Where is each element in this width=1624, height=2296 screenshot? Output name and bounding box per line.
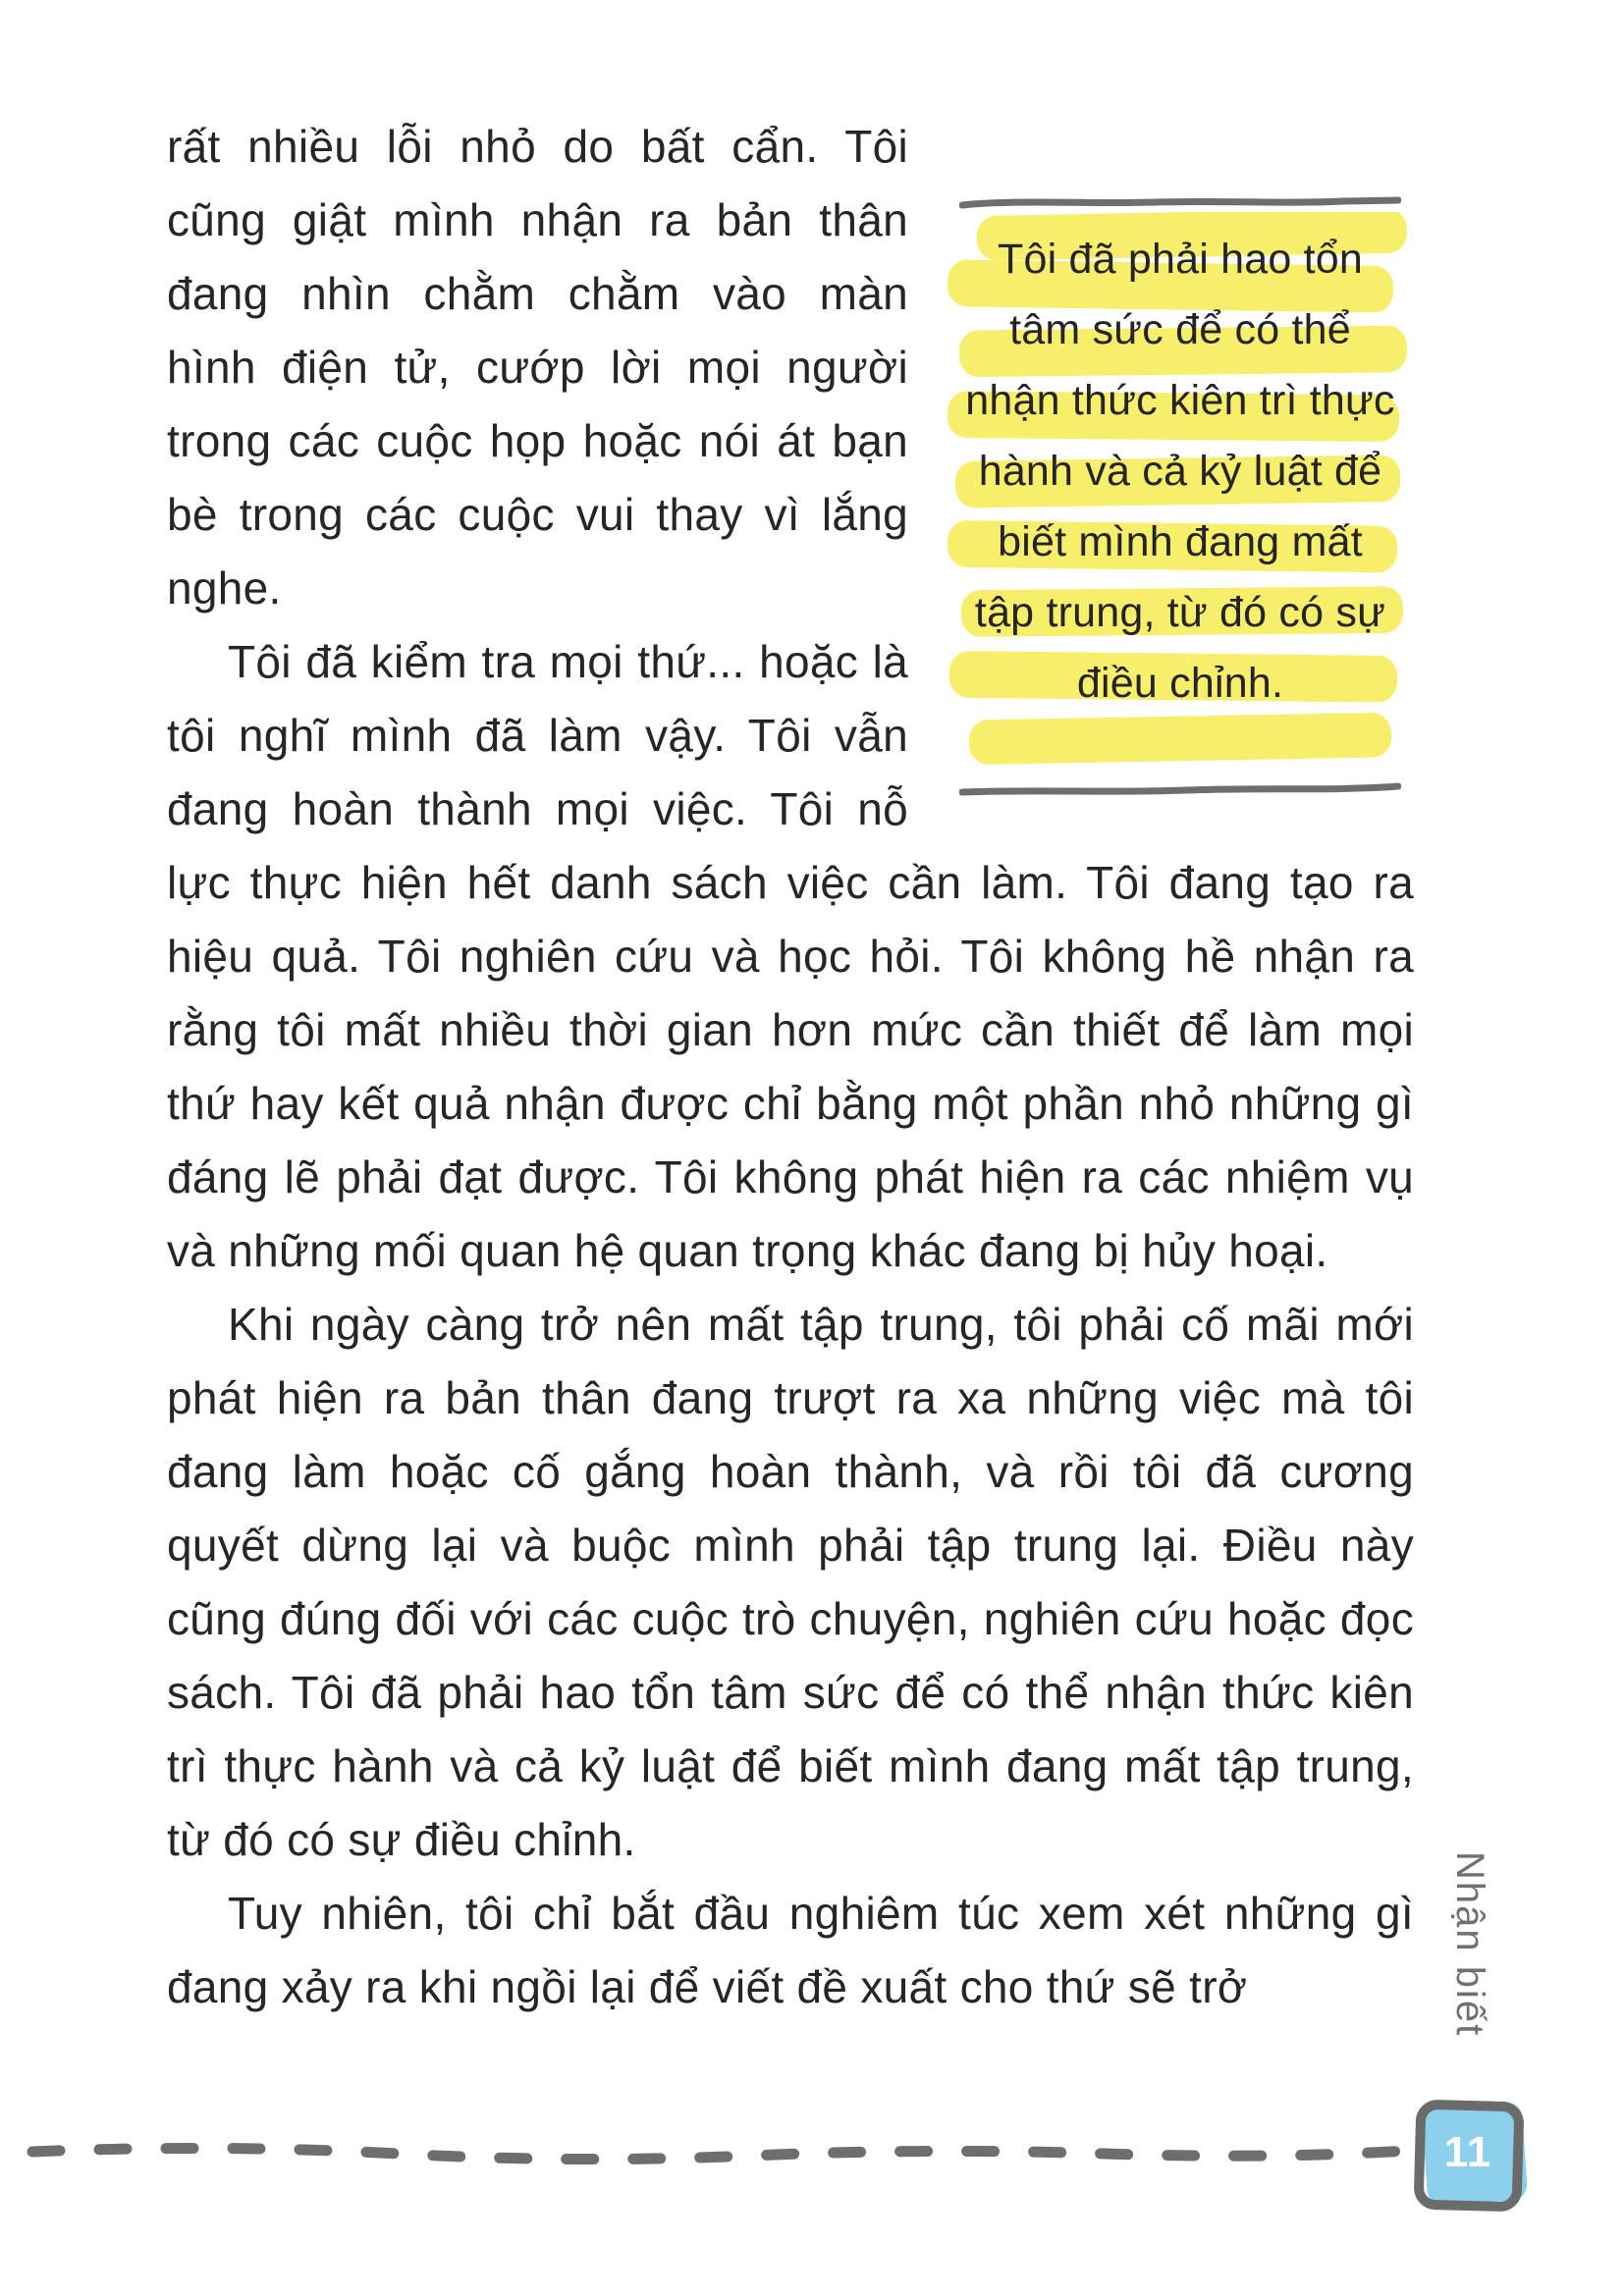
hand-drawn-line-bottom-icon (959, 781, 1401, 797)
page-content (167, 110, 1414, 2024)
dashed-divider-line-icon (25, 2136, 1427, 2175)
page-number: 11 (1443, 2128, 1492, 2176)
callout-text: Tôi đã phải hao tổn tâm sức để có thể nhận thức kiên trì thực hành và cả kỷ luật để biết mình đang mất tập trung, từ đó có sự điều chỉnh. (965, 236, 1395, 707)
body-paragraph: Khi ngày càng trở nên mất tập trung, tôi phải cố mãi mới phát hiện ra bản thân đang trượt ra xa những việc mà tôi đang làm hoặc cố gắng hoàn thành, và rồi tôi đã cương quyết dừng lại và buộc mình phải tập trung lại. Điều này cũng đúng đối với các cuộc trò chuyện, nghiên cứu hoặc đọc sách. Tôi đã phải hao tổn tâm sức để có thể nhận thức kiên trì thực hành và cả kỷ luật để biết mình đang mất tập trung, từ đó có sự điều chỉnh. (167, 1299, 1414, 1865)
page-number-badge (1415, 2099, 1529, 2213)
chapter-side-label: Nhận biết (1448, 1851, 1491, 2038)
highlight-callout (959, 194, 1401, 797)
callout-float (908, 110, 1414, 836)
body-paragraph: Tuy nhiên, tôi chỉ bắt đầu nghiêm túc xem xét những gì đang xảy ra khi ngồi lại để viết đề xuất cho thứ sẽ trở (167, 1888, 1414, 2012)
body-paragraph: Tôi đã kiểm tra mọi thứ... hoặc là tôi nghĩ mình đã làm vậy. Tôi vẫn đang hoàn thành mọi việc. Tôi nỗ lực thực hiện hết danh sách việc cần làm. Tôi đang tạo ra hiệu quả. Tôi nghiên cứu và học hỏi. Tôi không hề nhận ra rằng tôi mất nhiều thời gian hơn mức cần thiết để làm mọi thứ hay kết quả nhận được chỉ bằng một phần nhỏ những gì đáng lẽ phải đạt được. Tôi không phát hiện ra các nhiệm vụ và những mối quan hệ quan trọng khác đang bị hủy hoại. (167, 636, 1414, 1276)
body-paragraph: rất nhiều lỗi nhỏ do bất cẩn. Tôi cũng giật mình nhận ra bản thân đang nhìn chằm chằm vào màn hình điện tử, cướp lời mọi người trong các cuộc họp hoặc nói át bạn bè trong các cuộc vui thay vì lắng nghe. (167, 121, 908, 614)
